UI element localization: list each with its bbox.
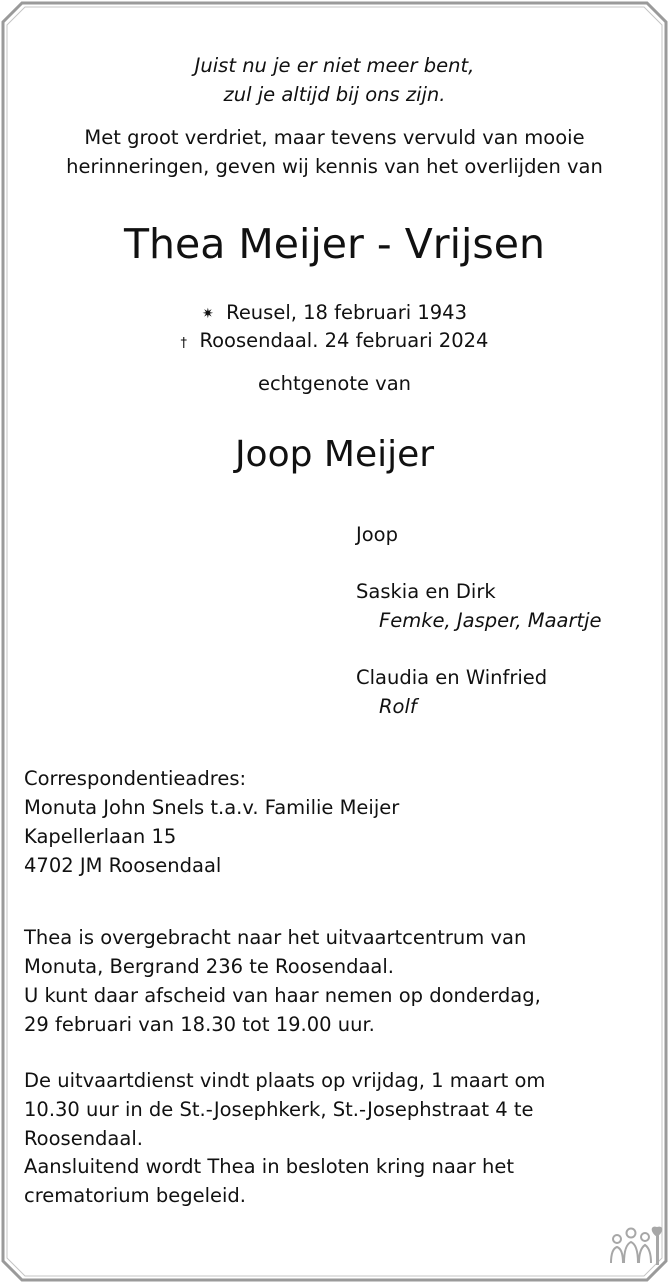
spouse-name: Joop Meijer (234, 434, 435, 475)
service-line-1: De uitvaartdienst vindt plaats op vrijdag, 1 maart om (24, 1069, 546, 1092)
service-line-4: Aansluitend wordt Thea in besloten kring naar het (24, 1155, 514, 1178)
intro-line-1: Met groot verdriet, maar tevens vervuld van mooie (84, 126, 585, 149)
family-member-3-children: Rolf (379, 695, 417, 718)
intro-line-2: herinneringen, geven wij kennis van het overlijden van (66, 155, 603, 178)
family-member-2-children: Femke, Jasper, Maartje (379, 609, 602, 632)
family-member-1: Joop (356, 523, 398, 546)
viewing-line-4: 29 februari van 18.30 tot 19.00 uur. (24, 1013, 375, 1036)
address-line-1: Monuta John Snels t.a.v. Familie Meijer (24, 796, 400, 819)
family-member-2: Saskia en Dirk (356, 580, 496, 603)
birth-line (0, 301, 669, 324)
birth-star-icon: ✷ (202, 306, 214, 322)
viewing-line-1: Thea is overgebracht naar het uitvaartcentrum van (24, 926, 527, 949)
service-line-3: Roosendaal. (24, 1127, 143, 1150)
poem-line-1: Juist nu je er niet meer bent, (194, 54, 475, 77)
birth-place-date: Reusel, 18 februari 1943 (226, 301, 467, 324)
service-line-5: crematorium begeleid. (24, 1184, 246, 1207)
address-line-3: 4702 JM Roosendaal (24, 854, 222, 877)
service-line-2: 10.30 uur in de St.-Josephkerk, St.-Josephstraat 4 te (24, 1098, 534, 1121)
poem-line-2: zul je altijd bij ons zijn. (223, 83, 446, 106)
deceased-name: Thea Meijer - Vrijsen (124, 220, 545, 268)
death-place-date: Roosendaal. 24 februari 2024 (199, 329, 489, 352)
viewing-line-2: Monuta, Bergrand 236 te Roosendaal. (24, 955, 394, 978)
family-member-3: Claudia en Winfried (356, 666, 548, 689)
death-line (0, 329, 669, 352)
relation-label: echtgenote van (257, 372, 412, 395)
family-logo-icon (605, 1223, 667, 1271)
viewing-line-3: U kunt daar afscheid van haar nemen op donderdag, (24, 984, 541, 1007)
address-label: Correspondentieadres: (24, 767, 247, 790)
death-cross-icon: † (180, 336, 188, 351)
address-line-2: Kapellerlaan 15 (24, 825, 177, 848)
